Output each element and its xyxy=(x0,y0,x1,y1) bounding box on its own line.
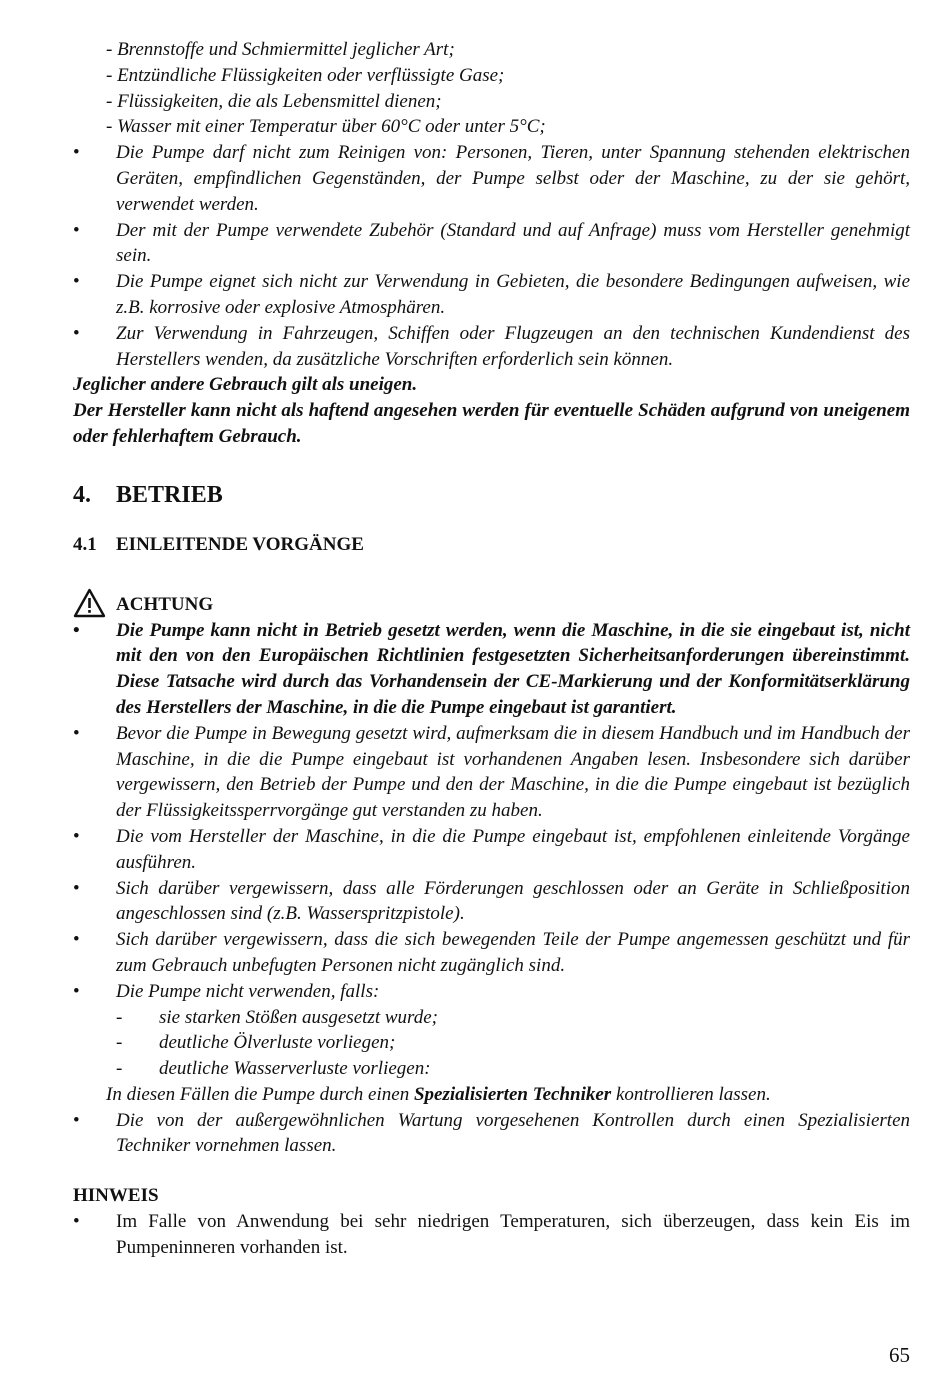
list-item-text: Die Pumpe kann nicht in Betrieb gesetzt werden, wenn die Maschine, in die sie eingebaut ist, nicht mit den von den Europäischen Richtlinien festgesetzten Sicherheitsanforderungen übereinstimmt. Diese Tatsache wird durch das Vorhandensein der CE-Markierung und der Konformitätserklärung des Herstellers der Maschine, in die die Pumpe eingebaut ist garantiert. xyxy=(116,619,910,718)
section-heading xyxy=(73,480,910,510)
list-item-text: Bevor die Pumpe in Bewegung gesetzt wird, aufmerksam die in diesem Handbuch und im Handbuch der Maschine, in die die Pumpe eingebaut ist vorhandenen Angaben lesen. Insbesondere sich darüber vergewissern, den Betrieb der Pumpe und den der Maschine, in die die Pumpe eingebaut ist bezüglich der Flüssigkeitssperrvorgänge gut verstanden zu haben. xyxy=(116,722,910,822)
bullet-marker: • xyxy=(73,1109,80,1131)
list-item-text: Der mit der Pumpe verwendete Zubehör (Standard und auf Anfrage) muss vom Hersteller genehmigt sein. xyxy=(116,219,910,267)
list-item xyxy=(73,979,910,1005)
list-item-text: Im Falle von Anwendung bei sehr niedrigen Temperaturen, sich überzeugen, dass kein Eis im Pumpeninneren vorhanden ist. xyxy=(116,1211,910,1258)
bullet-marker: • xyxy=(73,825,80,847)
subsection-heading xyxy=(73,532,910,558)
note-text-after: kontrollieren lassen. xyxy=(611,1083,771,1105)
list-item: - Flüssigkeiten, die als Lebensmittel dienen; xyxy=(106,90,442,112)
list-item-text: Die von der außergewöhnlichen Wartung vorgesehenen Kontrollen durch einen Spezialisierten Techniker vornehmen lassen. xyxy=(116,1109,910,1157)
list-item xyxy=(73,876,910,928)
bullet-marker: • xyxy=(73,980,80,1002)
list-item xyxy=(73,321,910,373)
bullet-marker: • xyxy=(73,929,80,951)
list-item-text: Die Pumpe eignet sich nicht zur Verwendung in Gebieten, die besondere Bedingungen aufweisen, wie z.B. korrosive oder explosive Atmosphären. xyxy=(116,271,910,318)
list-item-text: Die Pumpe nicht verwenden, falls: xyxy=(116,980,380,1002)
list-item-text: Sich darüber vergewissern, dass alle Förderungen geschlossen oder an Geräte in Schließposition angeschlossen sind (z.B. Wasserspritzpistole). xyxy=(116,877,910,925)
warning-title: ACHTUNG xyxy=(116,593,214,615)
list-item xyxy=(73,721,910,824)
list-item-text: Die vom Hersteller der Maschine, in die die Pumpe eingebaut ist, empfohlenen einleitende Vorgänge ausführen. xyxy=(116,825,910,873)
bullet-marker: • xyxy=(73,142,80,164)
bullet-marker: • xyxy=(73,219,80,241)
list-item: - Brennstoffe und Schmiermittel jeglicher Art; xyxy=(106,39,455,60)
intro-dash-list xyxy=(73,37,910,140)
section-number: 4. xyxy=(73,481,91,508)
warning-triangle-icon xyxy=(73,588,106,618)
list-item xyxy=(73,1209,910,1261)
list-item xyxy=(73,218,910,270)
bullet-marker: • xyxy=(73,619,80,641)
list-item-text: Sich darüber vergewissern, dass die sich bewegenden Teile der Pumpe angemessen geschützt und für zum Gebrauch unbefugten Personen nicht zugänglich sind. xyxy=(116,929,910,976)
sub-list-item xyxy=(73,1005,910,1031)
list-item: - Wasser mit einer Temperatur über 60°C oder unter 5°C; xyxy=(106,116,546,138)
dash-marker: - xyxy=(116,1006,123,1028)
intro-bullet-list xyxy=(73,140,910,372)
list-item: - Entzündliche Flüssigkeiten oder verflüssigte Gase; xyxy=(106,64,505,86)
list-item xyxy=(73,927,910,979)
improper-use-note: Jeglicher andere Gebrauch gilt als uneigen. xyxy=(73,374,418,396)
warning-list xyxy=(73,618,910,1160)
list-item xyxy=(73,1108,910,1160)
list-item xyxy=(73,269,910,321)
page-content xyxy=(73,37,910,1261)
dash-marker: - xyxy=(116,1058,123,1080)
section-title: BETRIEB xyxy=(116,481,223,508)
sub-list-item xyxy=(73,1056,910,1082)
sub-list-item xyxy=(73,1030,910,1056)
bullet-marker: • xyxy=(73,722,80,744)
bullet-marker: • xyxy=(73,322,80,344)
sub-list-item-text: deutliche Wasserverluste vorliegen: xyxy=(159,1058,431,1080)
note-text-before: In diesen Fällen die Pumpe durch einen xyxy=(106,1083,414,1105)
dash-marker: - xyxy=(116,1032,123,1054)
warning-heading xyxy=(73,588,910,618)
subsection-title: EINLEITENDE VORGÄNGE xyxy=(116,533,364,555)
list-item xyxy=(73,140,910,217)
sub-list-item-text: sie starken Stößen ausgesetzt wurde; xyxy=(159,1006,438,1028)
subsection-number: 4.1 xyxy=(73,533,97,555)
list-item xyxy=(73,824,910,876)
bullet-marker: • xyxy=(73,271,80,293)
list-item-text: Die Pumpe darf nicht zum Reinigen von: Personen, Tieren, unter Spannung stehenden elektrischen Geräten, empfindlichen Gegenständen, der Pumpe selbst oder der Maschine, zu der sie gehört, verwendet werden. xyxy=(116,142,910,215)
hinweis-heading: HINWEIS xyxy=(73,1185,159,1207)
sub-list-item-text: deutliche Ölverluste vorliegen; xyxy=(159,1032,396,1054)
note-text-bold: Spezialisierten Techniker xyxy=(413,1083,612,1105)
list-item-text: Zur Verwendung in Fahrzeugen, Schiffen oder Flugzeugen an den technischen Kundendienst des Herstellers wenden, da zusätzliche Vorschriften erforderlich sein können. xyxy=(116,322,910,370)
list-item xyxy=(73,618,910,721)
technician-note xyxy=(73,1082,910,1108)
bullet-marker: • xyxy=(73,1211,80,1233)
liability-note: Der Hersteller kann nicht als haftend angesehen werden für eventuelle Schäden aufgrund von uneigenem oder fehlerhaftem Gebrauch. xyxy=(73,400,910,447)
bullet-marker: • xyxy=(73,877,80,899)
page-number: 65 xyxy=(889,1343,910,1367)
